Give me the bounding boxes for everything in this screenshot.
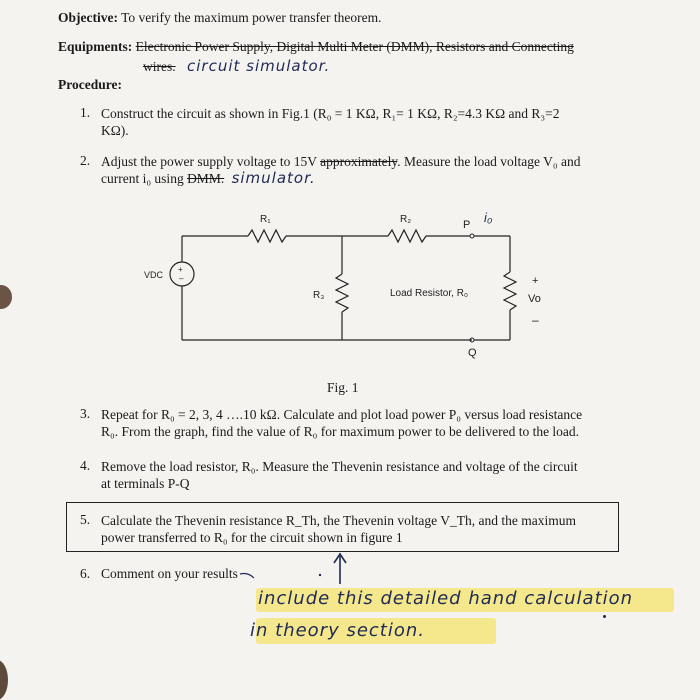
- item-2-text-a: Adjust the power supply voltage to 15V: [101, 154, 321, 169]
- r1-resistor: [248, 230, 286, 242]
- equipments-struck-text: Electronic Power Supply, Digital Multi Meter (DMM), Resistors and Connecting: [135, 39, 574, 54]
- item-5-line1: Calculate the Thevenin resistance R_Th, the Thevenin voltage V_Th, and the maximum: [101, 513, 576, 528]
- r2-label: R₂: [400, 214, 412, 225]
- vo-minus: –: [532, 313, 539, 327]
- svg-text:+: +: [178, 265, 183, 274]
- objective-text: To verify the maximum power transfer theorem.: [121, 10, 382, 25]
- item-5-number: 5.: [80, 512, 91, 527]
- arrow-up-icon: [240, 548, 360, 588]
- item-2-handwritten: simulator.: [231, 169, 316, 187]
- r2-resistor: [388, 230, 426, 242]
- svg-text:–: –: [179, 274, 184, 283]
- r3-resistor: [336, 274, 348, 312]
- objective-line: [58, 10, 381, 26]
- item-4-line1: Remove the load resistor, R₀. Measure the Thevenin resistance and voltage of the circuit: [101, 459, 578, 474]
- item-3: [101, 406, 661, 440]
- figure-caption: Fig. 1: [327, 380, 359, 395]
- item-6-number: 6.: [80, 566, 91, 581]
- load-resistor: [504, 272, 516, 310]
- node-p-label: P: [463, 219, 471, 231]
- current-label: i₀: [484, 210, 493, 225]
- item-2-number: 2.: [80, 153, 91, 168]
- annotation-line2: in theory section.: [250, 620, 426, 641]
- item-2-line2: [101, 170, 641, 187]
- item-2-struck-b: DMM.: [187, 171, 225, 186]
- item-4-number: 4.: [80, 458, 91, 473]
- item-2: [101, 153, 641, 187]
- vo-label: Vo: [528, 293, 541, 305]
- r3-label: R₃: [313, 290, 325, 301]
- binder-hole-top: [0, 285, 12, 309]
- r1-label: R₁: [260, 214, 271, 225]
- item-2-struck-a: approximately: [320, 154, 398, 169]
- ink-dot: [603, 615, 606, 618]
- annotation-line1: include this detailed hand calculation: [258, 588, 634, 609]
- load-label: Load Resistor, R₀: [390, 288, 469, 299]
- equipments-struck-text-2: wires.: [143, 59, 176, 74]
- objective-label: Objective:: [58, 10, 118, 25]
- vo-plus: +: [532, 275, 539, 287]
- item-1-number: 1.: [80, 105, 91, 120]
- vdc-label: VDC: [144, 270, 164, 280]
- equipments-line: [58, 39, 658, 55]
- node-q-label: Q: [468, 347, 477, 359]
- item-3-line2: R₀. From the graph, find the value of R₀ for maximum power to be delivered to the load.: [101, 424, 580, 439]
- item-1-line1: Construct the circuit as shown in Fig.1 (R₀ = 1 KΩ, R₁= 1 KΩ, R₂=4.3 KΩ and R₃=2: [101, 106, 560, 121]
- item-5: [101, 512, 616, 546]
- equipments-label: Equipments:: [58, 39, 133, 54]
- procedure-label: Procedure:: [58, 77, 122, 92]
- item-3-line1: Repeat for R₀ = 2, 3, 4 ….10 kΩ. Calculate and plot load power P₀ versus load resistance: [101, 407, 583, 422]
- item-2-text-b: . Measure the load voltage V₀ and: [397, 154, 581, 169]
- item-2-text-c: current i₀ using: [101, 171, 188, 186]
- item-1: [101, 105, 631, 139]
- item-4: [101, 458, 661, 492]
- circuit-diagram: [144, 200, 570, 370]
- item-6-text: Comment on your results: [101, 566, 238, 581]
- binder-hole-bottom: [0, 660, 8, 700]
- node-p-terminal: [470, 234, 474, 238]
- item-4-line2: at terminals P-Q: [101, 476, 190, 491]
- item-2-line1: [101, 153, 641, 170]
- item-3-number: 3.: [80, 406, 91, 421]
- item-5-line2: power transferred to R₀ for the circuit shown in figure 1: [101, 530, 403, 545]
- equipments-line2: [143, 57, 330, 75]
- item-1-line2: KΩ).: [101, 123, 129, 138]
- equipments-handwritten: circuit simulator.: [187, 57, 331, 75]
